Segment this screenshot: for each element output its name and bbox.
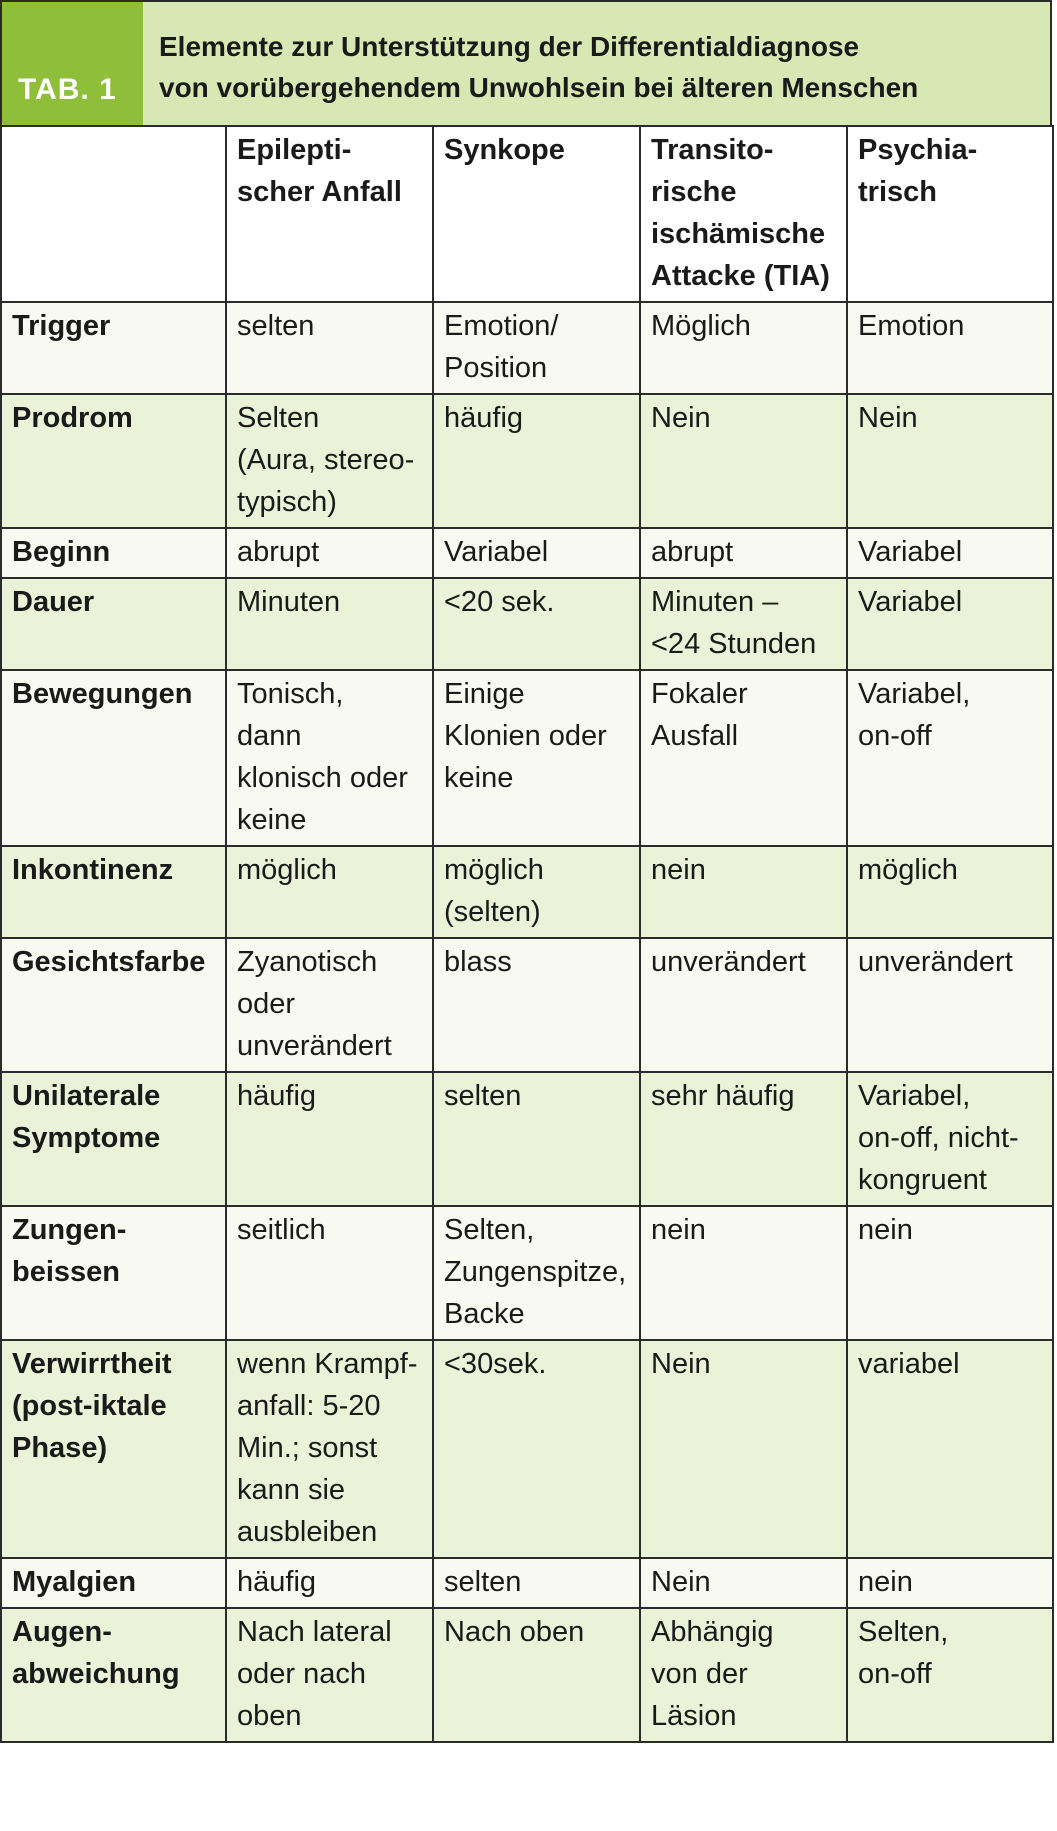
row-label: Beginn xyxy=(1,528,226,578)
table-cell: selten xyxy=(226,302,433,394)
row-label: Myalgien xyxy=(1,1558,226,1608)
table-cell: häufig xyxy=(226,1558,433,1608)
table-cell: unverändert xyxy=(640,938,847,1072)
table-title xyxy=(143,2,1050,125)
table-row xyxy=(1,1558,1053,1608)
table-cell: Variabel xyxy=(433,528,640,578)
table-row xyxy=(1,938,1053,1072)
table-cell: selten xyxy=(433,1558,640,1608)
table-row xyxy=(1,1340,1053,1558)
table-cell: Tonisch, dann klonisch oder keine xyxy=(226,670,433,846)
row-label: Inkontinenz xyxy=(1,846,226,938)
table-cell: <20 sek. xyxy=(433,578,640,670)
table-row xyxy=(1,670,1053,846)
table-cell: Zyanotisch oder unverändert xyxy=(226,938,433,1072)
table-row xyxy=(1,1072,1053,1206)
table-cell: Nach oben xyxy=(433,1608,640,1742)
table-cell: Nein xyxy=(847,394,1053,528)
table-cell: möglich xyxy=(226,846,433,938)
table-cell: abrupt xyxy=(640,528,847,578)
table-cell: Fokaler Ausfall xyxy=(640,670,847,846)
column-header-tia: Transito- rische ischämische Attacke (TIA) xyxy=(640,126,847,302)
table-cell: Selten, on-off xyxy=(847,1608,1053,1742)
table-row xyxy=(1,528,1053,578)
table-cell: Variabel xyxy=(847,528,1053,578)
row-label: Gesichtsfarbe xyxy=(1,938,226,1072)
table-cell: seitlich xyxy=(226,1206,433,1340)
table-cell: Emotion/ Position xyxy=(433,302,640,394)
table-cell: möglich (selten) xyxy=(433,846,640,938)
column-header-syncope: Synkope xyxy=(433,126,640,302)
table-cell: Selten, Zungenspitze, Backe xyxy=(433,1206,640,1340)
table-cell: möglich xyxy=(847,846,1053,938)
row-label: Dauer xyxy=(1,578,226,670)
table-cell: Abhängig von der Läsion xyxy=(640,1608,847,1742)
table-cell: Nein xyxy=(640,394,847,528)
differential-diagnosis-table xyxy=(0,125,1054,1743)
table-cell: Nein xyxy=(640,1340,847,1558)
row-label: Unilaterale Symptome xyxy=(1,1072,226,1206)
table-cell: Variabel xyxy=(847,578,1053,670)
column-header-epileptic: Epilepti- scher Anfall xyxy=(226,126,433,302)
table-cell: variabel xyxy=(847,1340,1053,1558)
table-cell: abrupt xyxy=(226,528,433,578)
row-label: Trigger xyxy=(1,302,226,394)
row-label: Zungen- beissen xyxy=(1,1206,226,1340)
table-row xyxy=(1,578,1053,670)
table-row xyxy=(1,1206,1053,1340)
table-cell: wenn Krampf- anfall: 5-20 Min.; sonst kann sie ausbleiben xyxy=(226,1340,433,1558)
table-cell: <30sek. xyxy=(433,1340,640,1558)
row-label: Bewegungen xyxy=(1,670,226,846)
row-label: Prodrom xyxy=(1,394,226,528)
column-header-corner xyxy=(1,126,226,302)
table-cell: Variabel, on-off xyxy=(847,670,1053,846)
table-row xyxy=(1,302,1053,394)
table-cell: nein xyxy=(640,846,847,938)
table-cell: nein xyxy=(640,1206,847,1340)
table-cell: Nein xyxy=(640,1558,847,1608)
table-cell: Einige Klonien oder keine xyxy=(433,670,640,846)
table-number-label: TAB. 1 xyxy=(2,2,143,125)
table-title-line-2: von vorübergehendem Unwohlsein bei älteren Menschen xyxy=(159,72,919,103)
table-row xyxy=(1,846,1053,938)
table-cell: sehr häufig xyxy=(640,1072,847,1206)
row-label: Verwirrtheit (post-iktale Phase) xyxy=(1,1340,226,1558)
table-cell: Minuten – <24 Stunden xyxy=(640,578,847,670)
table-cell: Minuten xyxy=(226,578,433,670)
column-header-row xyxy=(1,126,1053,302)
table-cell: Möglich xyxy=(640,302,847,394)
table-cell: häufig xyxy=(433,394,640,528)
table-cell: Nach lateral oder nach oben xyxy=(226,1608,433,1742)
table-row xyxy=(1,1608,1053,1742)
row-label: Augen- abweichung xyxy=(1,1608,226,1742)
table-cell: Selten (Aura, stereo- typisch) xyxy=(226,394,433,528)
table-cell: Emotion xyxy=(847,302,1053,394)
column-header-psychiatric: Psychia- trisch xyxy=(847,126,1053,302)
table-row xyxy=(1,394,1053,528)
table-cell: nein xyxy=(847,1558,1053,1608)
table-cell: unverändert xyxy=(847,938,1053,1072)
table-cell: blass xyxy=(433,938,640,1072)
table-cell: selten xyxy=(433,1072,640,1206)
table-cell: nein xyxy=(847,1206,1053,1340)
table-cell: Variabel, on-off, nicht- kongruent xyxy=(847,1072,1053,1206)
table-body xyxy=(1,302,1053,1742)
table-title-line-1: Elemente zur Unterstützung der Differentialdiagnose xyxy=(159,31,860,62)
table-header xyxy=(0,0,1052,125)
table-cell: häufig xyxy=(226,1072,433,1206)
